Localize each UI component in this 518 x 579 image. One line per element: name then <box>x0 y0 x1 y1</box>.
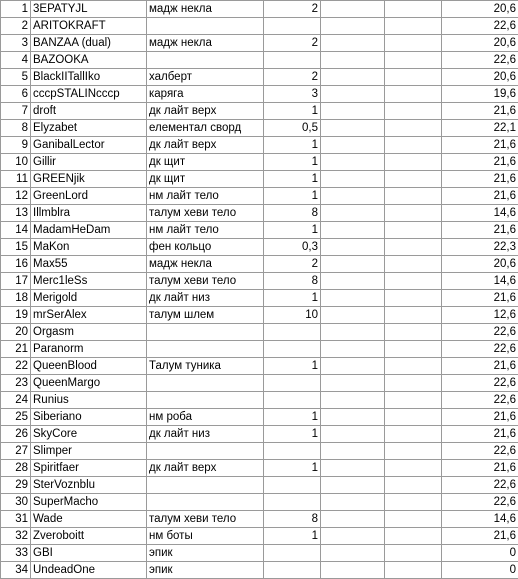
table-row <box>1 307 518 324</box>
row-number-cell[interactable]: 15 <box>1 239 31 256</box>
row-number-cell[interactable]: 4 <box>1 52 31 69</box>
quantity-cell[interactable]: 1 <box>264 528 321 545</box>
item-cell[interactable]: дк лайт низ <box>147 426 264 443</box>
row-number-cell[interactable]: 7 <box>1 103 31 120</box>
table-row <box>1 69 518 86</box>
empty-cell[interactable] <box>385 86 442 103</box>
player-name-cell[interactable]: Gillir <box>31 154 147 171</box>
value-cell[interactable]: 21,6 <box>442 137 518 154</box>
empty-cell[interactable] <box>321 1 385 18</box>
item-cell[interactable] <box>147 494 264 511</box>
empty-cell[interactable] <box>321 443 385 460</box>
player-name-cell[interactable]: Merc1leSs <box>31 273 147 290</box>
table-row <box>1 409 518 426</box>
item-cell[interactable] <box>147 477 264 494</box>
value-cell[interactable]: 22,6 <box>442 324 518 341</box>
row-number-cell[interactable]: 33 <box>1 545 31 562</box>
row-number-cell[interactable]: 10 <box>1 154 31 171</box>
table-row <box>1 205 518 222</box>
table-row <box>1 477 518 494</box>
table-row <box>1 18 518 35</box>
item-cell[interactable]: дк щит <box>147 171 264 188</box>
empty-cell[interactable] <box>321 35 385 52</box>
item-cell[interactable] <box>147 375 264 392</box>
value-cell[interactable]: 21,6 <box>442 426 518 443</box>
empty-cell[interactable] <box>385 35 442 52</box>
empty-cell[interactable] <box>321 545 385 562</box>
empty-cell[interactable] <box>321 137 385 154</box>
empty-cell[interactable] <box>385 375 442 392</box>
row-number-cell[interactable]: 27 <box>1 443 31 460</box>
player-name-cell[interactable]: 3EPATYJL <box>31 1 147 18</box>
quantity-cell[interactable] <box>264 341 321 358</box>
player-name-cell[interactable]: GREENjik <box>31 171 147 188</box>
empty-cell[interactable] <box>321 256 385 273</box>
quantity-cell[interactable]: 1 <box>264 409 321 426</box>
empty-cell[interactable] <box>385 1 442 18</box>
table-row <box>1 511 518 528</box>
empty-cell[interactable] <box>321 120 385 137</box>
table-row <box>1 222 518 239</box>
table-row <box>1 341 518 358</box>
row-number-cell[interactable]: 31 <box>1 511 31 528</box>
row-number-cell[interactable]: 19 <box>1 307 31 324</box>
empty-cell[interactable] <box>321 358 385 375</box>
row-number-cell[interactable]: 30 <box>1 494 31 511</box>
item-cell[interactable]: мадж некла <box>147 256 264 273</box>
empty-cell[interactable] <box>321 375 385 392</box>
value-cell[interactable]: 21,6 <box>442 154 518 171</box>
empty-cell[interactable] <box>321 239 385 256</box>
row-number-cell[interactable]: 17 <box>1 273 31 290</box>
quantity-cell[interactable]: 1 <box>264 188 321 205</box>
empty-cell[interactable] <box>385 341 442 358</box>
empty-cell[interactable] <box>321 307 385 324</box>
item-cell[interactable]: халберт <box>147 69 264 86</box>
empty-cell[interactable] <box>321 460 385 477</box>
table-row <box>1 426 518 443</box>
item-cell[interactable]: талум шлем <box>147 307 264 324</box>
empty-cell[interactable] <box>385 307 442 324</box>
empty-cell[interactable] <box>385 545 442 562</box>
empty-cell[interactable] <box>385 52 442 69</box>
value-cell[interactable]: 21,6 <box>442 528 518 545</box>
row-number-cell[interactable]: 2 <box>1 18 31 35</box>
item-cell[interactable]: нм роба <box>147 409 264 426</box>
empty-cell[interactable] <box>321 18 385 35</box>
item-cell[interactable] <box>147 324 264 341</box>
player-name-cell[interactable]: MadamHeDam <box>31 222 147 239</box>
table-row <box>1 358 518 375</box>
table-row <box>1 137 518 154</box>
empty-cell[interactable] <box>321 103 385 120</box>
empty-cell[interactable] <box>321 392 385 409</box>
quantity-cell[interactable]: 1 <box>264 426 321 443</box>
empty-cell[interactable] <box>385 137 442 154</box>
empty-cell[interactable] <box>385 460 442 477</box>
item-cell[interactable] <box>147 392 264 409</box>
quantity-cell[interactable]: 2 <box>264 35 321 52</box>
quantity-cell[interactable]: 1 <box>264 137 321 154</box>
empty-cell[interactable] <box>321 528 385 545</box>
player-name-cell[interactable]: Runius <box>31 392 147 409</box>
quantity-cell[interactable] <box>264 545 321 562</box>
empty-cell[interactable] <box>385 188 442 205</box>
value-cell[interactable]: 0 <box>442 562 518 579</box>
table-row <box>1 392 518 409</box>
empty-cell[interactable] <box>385 256 442 273</box>
row-number-cell[interactable]: 29 <box>1 477 31 494</box>
item-cell[interactable]: талум хеви тело <box>147 205 264 222</box>
item-cell[interactable] <box>147 341 264 358</box>
item-cell[interactable]: фен кольцо <box>147 239 264 256</box>
empty-cell[interactable] <box>321 324 385 341</box>
item-cell[interactable]: нм лайт тело <box>147 222 264 239</box>
player-name-cell[interactable]: BAZOOKA <box>31 52 147 69</box>
item-cell[interactable]: дк лайт верх <box>147 103 264 120</box>
row-number-cell[interactable]: 13 <box>1 205 31 222</box>
row-number-cell[interactable]: 9 <box>1 137 31 154</box>
item-cell[interactable]: талум хеви тело <box>147 511 264 528</box>
player-name-cell[interactable]: mrSerAlex <box>31 307 147 324</box>
value-cell[interactable]: 20,6 <box>442 1 518 18</box>
table-row <box>1 562 518 579</box>
player-name-cell[interactable]: GBI <box>31 545 147 562</box>
value-cell[interactable]: 21,6 <box>442 460 518 477</box>
row-number-cell[interactable]: 12 <box>1 188 31 205</box>
table-row <box>1 52 518 69</box>
table-row <box>1 256 518 273</box>
player-name-cell[interactable]: Elyzabet <box>31 120 147 137</box>
table-row <box>1 1 518 18</box>
empty-cell[interactable] <box>385 392 442 409</box>
table-row <box>1 35 518 52</box>
item-cell[interactable] <box>147 52 264 69</box>
value-cell[interactable]: 20,6 <box>442 69 518 86</box>
table-row <box>1 494 518 511</box>
quantity-cell[interactable]: 8 <box>264 205 321 222</box>
quantity-cell[interactable]: 2 <box>264 69 321 86</box>
table-row <box>1 171 518 188</box>
empty-cell[interactable] <box>385 273 442 290</box>
empty-cell[interactable] <box>385 409 442 426</box>
player-name-cell[interactable]: Orgasm <box>31 324 147 341</box>
player-name-cell[interactable]: GreenLord <box>31 188 147 205</box>
empty-cell[interactable] <box>321 154 385 171</box>
value-cell[interactable]: 14,6 <box>442 205 518 222</box>
value-cell[interactable]: 22,6 <box>442 494 518 511</box>
item-cell[interactable]: дк лайт верх <box>147 137 264 154</box>
value-cell[interactable]: 19,6 <box>442 86 518 103</box>
empty-cell[interactable] <box>321 426 385 443</box>
value-cell[interactable]: 21,6 <box>442 409 518 426</box>
player-name-cell[interactable]: GanibalLector <box>31 137 147 154</box>
item-cell[interactable]: эпик <box>147 545 264 562</box>
quantity-cell[interactable]: 2 <box>264 256 321 273</box>
quantity-cell[interactable]: 1 <box>264 171 321 188</box>
empty-cell[interactable] <box>385 443 442 460</box>
table-body <box>1 1 518 579</box>
table-row <box>1 324 518 341</box>
player-name-cell[interactable]: droft <box>31 103 147 120</box>
value-cell[interactable]: 21,6 <box>442 222 518 239</box>
empty-cell[interactable] <box>385 511 442 528</box>
empty-cell[interactable] <box>321 69 385 86</box>
empty-cell[interactable] <box>321 409 385 426</box>
empty-cell[interactable] <box>321 52 385 69</box>
value-cell[interactable]: 20,6 <box>442 256 518 273</box>
quantity-cell[interactable]: 3 <box>264 86 321 103</box>
table-row <box>1 375 518 392</box>
quantity-cell[interactable] <box>264 477 321 494</box>
value-cell[interactable]: 21,6 <box>442 171 518 188</box>
quantity-cell[interactable]: 2 <box>264 1 321 18</box>
quantity-cell[interactable] <box>264 324 321 341</box>
item-cell[interactable]: дк щит <box>147 154 264 171</box>
row-number-cell[interactable]: 11 <box>1 171 31 188</box>
row-number-cell[interactable]: 6 <box>1 86 31 103</box>
player-name-cell[interactable]: cccpSTALINcccp <box>31 86 147 103</box>
value-cell[interactable]: 12,6 <box>442 307 518 324</box>
empty-cell[interactable] <box>385 477 442 494</box>
table-row <box>1 528 518 545</box>
empty-cell[interactable] <box>385 528 442 545</box>
row-number-cell[interactable]: 25 <box>1 409 31 426</box>
table-row <box>1 460 518 477</box>
player-name-cell[interactable]: Paranorm <box>31 341 147 358</box>
row-number-cell[interactable]: 14 <box>1 222 31 239</box>
row-number-cell[interactable]: 20 <box>1 324 31 341</box>
table-row <box>1 443 518 460</box>
empty-cell[interactable] <box>385 205 442 222</box>
empty-cell[interactable] <box>321 273 385 290</box>
player-name-cell[interactable]: Slimper <box>31 443 147 460</box>
player-name-cell[interactable]: Zveroboitt <box>31 528 147 545</box>
empty-cell[interactable] <box>321 562 385 579</box>
item-cell[interactable]: мадж некла <box>147 1 264 18</box>
empty-cell[interactable] <box>385 290 442 307</box>
player-name-cell[interactable]: SterVoznblu <box>31 477 147 494</box>
player-name-cell[interactable]: QueenBlood <box>31 358 147 375</box>
value-cell[interactable]: 22,6 <box>442 477 518 494</box>
value-cell[interactable]: 22,6 <box>442 52 518 69</box>
value-cell[interactable]: 22,1 <box>442 120 518 137</box>
item-cell[interactable]: эпик <box>147 562 264 579</box>
quantity-cell[interactable] <box>264 375 321 392</box>
item-cell[interactable]: нм боты <box>147 528 264 545</box>
player-name-cell[interactable]: QueenMargo <box>31 375 147 392</box>
empty-cell[interactable] <box>385 494 442 511</box>
value-cell[interactable]: 14,6 <box>442 273 518 290</box>
value-cell[interactable]: 21,6 <box>442 358 518 375</box>
item-cell[interactable] <box>147 443 264 460</box>
empty-cell[interactable] <box>321 205 385 222</box>
quantity-cell[interactable] <box>264 443 321 460</box>
table-row <box>1 86 518 103</box>
row-number-cell[interactable]: 21 <box>1 341 31 358</box>
value-cell[interactable]: 21,6 <box>442 290 518 307</box>
value-cell[interactable]: 20,6 <box>442 35 518 52</box>
table-row <box>1 120 518 137</box>
item-cell[interactable]: нм лайт тело <box>147 188 264 205</box>
player-name-cell[interactable]: Wade <box>31 511 147 528</box>
quantity-cell[interactable] <box>264 562 321 579</box>
row-number-cell[interactable]: 34 <box>1 562 31 579</box>
quantity-cell[interactable] <box>264 494 321 511</box>
quantity-cell[interactable]: 10 <box>264 307 321 324</box>
value-cell[interactable]: 14,6 <box>442 511 518 528</box>
item-cell[interactable] <box>147 18 264 35</box>
empty-cell[interactable] <box>385 324 442 341</box>
table-row <box>1 545 518 562</box>
empty-cell[interactable] <box>385 358 442 375</box>
table-row <box>1 239 518 256</box>
player-name-cell[interactable]: Illmblra <box>31 205 147 222</box>
row-number-cell[interactable]: 22 <box>1 358 31 375</box>
quantity-cell[interactable]: 0,3 <box>264 239 321 256</box>
table-row <box>1 154 518 171</box>
player-name-cell[interactable]: Spiritfaer <box>31 460 147 477</box>
item-cell[interactable]: Талум туника <box>147 358 264 375</box>
empty-cell[interactable] <box>321 290 385 307</box>
table-row <box>1 290 518 307</box>
player-name-cell[interactable]: SkyCore <box>31 426 147 443</box>
empty-cell[interactable] <box>385 562 442 579</box>
empty-cell[interactable] <box>385 18 442 35</box>
empty-cell[interactable] <box>385 69 442 86</box>
player-name-cell[interactable]: SuperMacho <box>31 494 147 511</box>
item-cell[interactable]: елементал сворд <box>147 120 264 137</box>
quantity-cell[interactable]: 1 <box>264 460 321 477</box>
row-number-cell[interactable]: 26 <box>1 426 31 443</box>
empty-cell[interactable] <box>321 341 385 358</box>
row-number-cell[interactable]: 5 <box>1 69 31 86</box>
value-cell[interactable]: 22,6 <box>442 18 518 35</box>
row-number-cell[interactable]: 18 <box>1 290 31 307</box>
value-cell[interactable]: 22,3 <box>442 239 518 256</box>
row-number-cell[interactable]: 8 <box>1 120 31 137</box>
row-number-cell[interactable]: 16 <box>1 256 31 273</box>
quantity-cell[interactable]: 1 <box>264 103 321 120</box>
item-cell[interactable]: дк лайт верх <box>147 460 264 477</box>
item-cell[interactable]: каряга <box>147 86 264 103</box>
row-number-cell[interactable]: 32 <box>1 528 31 545</box>
player-name-cell[interactable]: Merigold <box>31 290 147 307</box>
item-cell[interactable]: дк лайт низ <box>147 290 264 307</box>
empty-cell[interactable] <box>385 103 442 120</box>
empty-cell[interactable] <box>385 120 442 137</box>
row-number-cell[interactable]: 23 <box>1 375 31 392</box>
value-cell[interactable]: 22,6 <box>442 392 518 409</box>
quantity-cell[interactable]: 8 <box>264 273 321 290</box>
value-cell[interactable]: 21,6 <box>442 188 518 205</box>
empty-cell[interactable] <box>385 222 442 239</box>
player-name-cell[interactable]: MaKon <box>31 239 147 256</box>
row-number-cell[interactable]: 24 <box>1 392 31 409</box>
player-name-cell[interactable]: BlackIITallIko <box>31 69 147 86</box>
quantity-cell[interactable]: 8 <box>264 511 321 528</box>
empty-cell[interactable] <box>321 477 385 494</box>
quantity-cell[interactable]: 1 <box>264 222 321 239</box>
quantity-cell[interactable]: 1 <box>264 290 321 307</box>
player-name-cell[interactable]: Siberiano <box>31 409 147 426</box>
row-number-cell[interactable]: 28 <box>1 460 31 477</box>
empty-cell[interactable] <box>385 171 442 188</box>
quantity-cell[interactable] <box>264 18 321 35</box>
player-name-cell[interactable]: Max55 <box>31 256 147 273</box>
value-cell[interactable]: 22,6 <box>442 341 518 358</box>
empty-cell[interactable] <box>321 188 385 205</box>
player-name-cell[interactable]: UndeadOne <box>31 562 147 579</box>
value-cell[interactable]: 22,6 <box>442 443 518 460</box>
empty-cell[interactable] <box>385 239 442 256</box>
empty-cell[interactable] <box>385 154 442 171</box>
table-row <box>1 188 518 205</box>
empty-cell[interactable] <box>385 426 442 443</box>
value-cell[interactable]: 22,6 <box>442 375 518 392</box>
empty-cell[interactable] <box>321 86 385 103</box>
quantity-cell[interactable] <box>264 392 321 409</box>
table-row <box>1 103 518 120</box>
empty-cell[interactable] <box>321 222 385 239</box>
value-cell[interactable]: 21,6 <box>442 103 518 120</box>
table-row <box>1 273 518 290</box>
quantity-cell[interactable]: 1 <box>264 358 321 375</box>
quantity-cell[interactable] <box>264 52 321 69</box>
player-name-cell[interactable]: ARITOKRAFT <box>31 18 147 35</box>
value-cell[interactable]: 0 <box>442 545 518 562</box>
item-cell[interactable]: мадж некла <box>147 35 264 52</box>
quantity-cell[interactable]: 1 <box>264 154 321 171</box>
empty-cell[interactable] <box>321 171 385 188</box>
player-name-cell[interactable]: BANZAA (dual) <box>31 35 147 52</box>
quantity-cell[interactable]: 0,5 <box>264 120 321 137</box>
item-cell[interactable]: талум хеви тело <box>147 273 264 290</box>
empty-cell[interactable] <box>321 511 385 528</box>
row-number-cell[interactable]: 3 <box>1 35 31 52</box>
row-number-cell[interactable]: 1 <box>1 1 31 18</box>
empty-cell[interactable] <box>321 494 385 511</box>
